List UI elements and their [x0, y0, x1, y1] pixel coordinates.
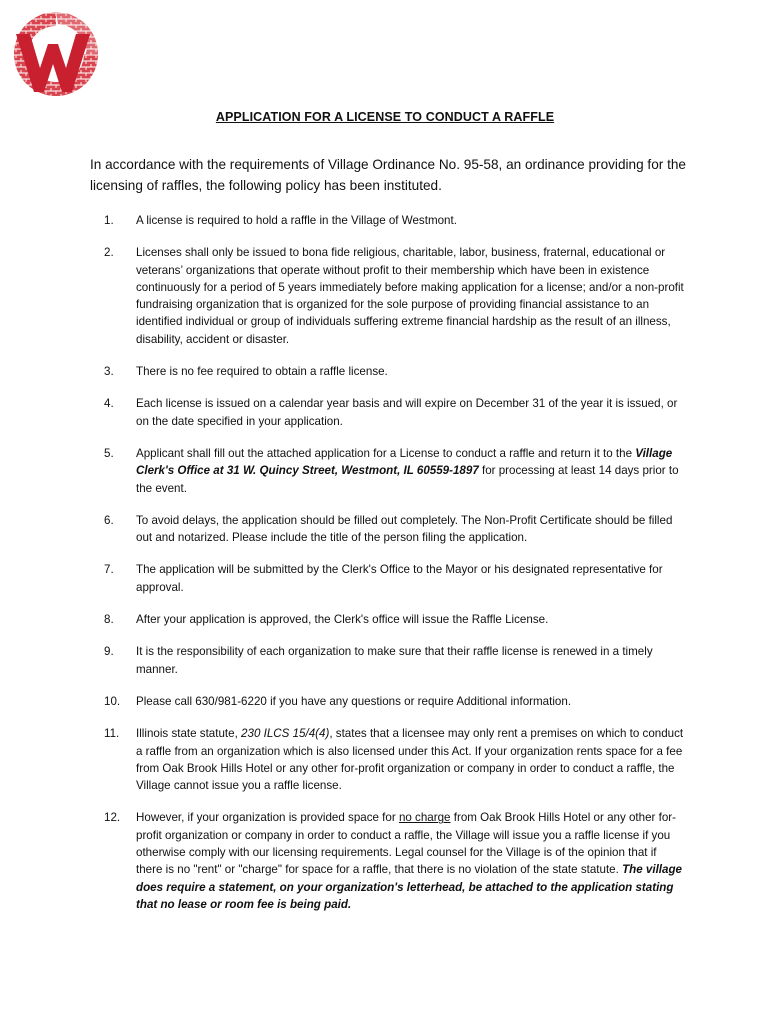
item-text-part: for processing at least 14 days prior to the event. — [136, 464, 679, 495]
item-text: Licenses shall only be issued to bona fide religious, charitable, labor, business, fraternal, educational or veterans’ organizations that operate without profit to their membership which have been in existence continuously for a period of 5 years immediately before making application for a license; and/or a non-profit fundraising organization that is organized for the sole purpose of providing financial assistance to an identified individual or group of individuals suffering extreme financial hardship as the result of an illness, disability, accident or disaster. — [136, 246, 684, 346]
item-text: To avoid delays, the application should be filled out completely. The Non-Profit Certificate should be filled out and notarized. Please include the title of the person filing the application. — [136, 513, 673, 545]
item-number: 10. — [104, 694, 121, 708]
item-number: 12. — [104, 811, 121, 825]
list-item — [0, 244, 770, 348]
clerk-office-address: Village Clerk's Office at 31 W. Quincy Street, Westmont, IL 60559-1897 — [136, 446, 673, 478]
list-item — [0, 395, 770, 430]
page-title: APPLICATION FOR A LICENSE TO CONDUCT A RAFFLE — [215, 110, 555, 124]
item-text: It is the responsibility of each organization to make sure that their raffle license is renewed in a timely manner. — [136, 645, 653, 676]
list-item — [0, 611, 770, 628]
item-number: 3. — [104, 365, 114, 379]
item-text-part: Illinois state statute, — [136, 727, 242, 741]
item-text — [136, 809, 684, 913]
list-item — [0, 445, 770, 497]
statute-citation: 230 ILCS 15/4(4) — [241, 727, 330, 741]
list-item — [0, 561, 770, 596]
list-item — [0, 725, 770, 794]
item-number: 4. — [104, 397, 114, 411]
list-item — [0, 212, 770, 229]
no-charge-emphasis: no charge — [398, 811, 451, 825]
statement-requirement: The village does require a statement, on your organization's letterhead, be attached to the application stating that no lease or room fee is being paid. — [136, 863, 682, 911]
policy-list — [0, 212, 770, 928]
item-number: 1. — [104, 214, 114, 227]
item-text-part: However, if your organization is provided space for — [136, 811, 399, 825]
list-item — [0, 809, 770, 913]
item-text — [136, 445, 684, 497]
item-text-part: from Oak Brook Hills Hotel or any other for-profit organization or company in order to conduct a raffle, the Village will issue you a raffle license if you otherwise comply with our licensing requirements. Legal counsel for the Village is of the opinion that if there is no "rent" or "charge" for space for a raffle, that there is no violation of the state statute. — [136, 811, 677, 877]
item-number: 8. — [104, 613, 114, 627]
item-text: After your application is approved, the Clerk's office will issue the Raffle License. — [136, 613, 549, 627]
list-item — [0, 693, 770, 710]
item-text: The application will be submitted by the Clerk's Office to the Mayor or his designated representative for approval. — [136, 563, 663, 594]
item-text: Please call 630/981-6220 if you have any questions or require Additional information. — [136, 694, 572, 708]
item-text: There is no fee required to obtain a raffle license. — [136, 365, 388, 379]
item-number: 11. — [104, 727, 120, 741]
list-item — [0, 363, 770, 380]
intro-paragraph: In accordance with the requirements of Village Ordinance No. 95-58, an ordinance providing for the licensing of raffles, the following policy has been instituted. — [90, 157, 686, 193]
item-text: A license is required to hold a raffle in the Village of Westmont. — [136, 214, 457, 227]
item-number: 2. — [104, 246, 114, 260]
list-item — [0, 643, 770, 678]
item-text — [136, 725, 684, 794]
item-number: 5. — [104, 446, 114, 460]
item-number: 7. — [104, 563, 114, 577]
westmont-w-logo-icon — [6, 10, 106, 96]
item-text: Each license is issued on a calendar year basis and will expire on December 31 of the year it is issued, or on the date specified in your application. — [136, 397, 678, 428]
item-text-part: Applicant shall fill out the attached application for a License to conduct a raffle and return it to the — [136, 446, 636, 460]
item-number: 9. — [104, 645, 114, 659]
list-item — [0, 512, 770, 547]
item-number: 6. — [104, 513, 114, 527]
item-text-part: , states that a licensee may only rent a premises on which to conduct a raffle from an organization which is also licensed under this Act. If your organization rents space for a fee from Oak Brook Hills Hotel or any other for-profit organization or company in order to conduct a raffle, the Village cannot issue you a raffle license. — [136, 727, 684, 793]
